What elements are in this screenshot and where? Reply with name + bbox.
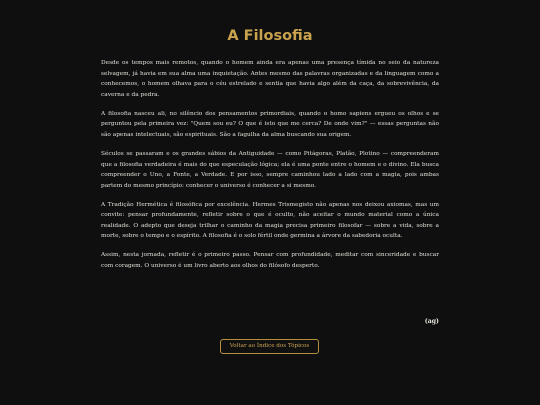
article-paragraph: Assim, nesta jornada, refletir é o primeiro passo. Pensar com profundidade, meditar com sinceridade e buscar com coragem. O universo é um livro aberto aos olhos do filósofo desperto. [101, 252, 439, 270]
article-paragraph: A filosofia nasceu ali, no silêncio dos pensamentos primordiais, quando o homo sapiens ergueu os olhos e se perguntou pela primeira vez: "Quem sou eu? O que é isto que me cerca? De onde vim?" — essas perguntas não são apenas intelectuais, são espirituais. São a fagulha da alma buscando sua origem. [101, 110, 439, 138]
article-paragraph: Séculos se passaram e os grandes sábios da Antiguidade — como Pitágoras, Platão, Plotino — compreenderam que a filosofia verdadeira é mais do que especulação lógica; ela é uma ponte entre o homem e o divino. Ela busca compreender o Uno, a Fonte, a Verdade. E por isso, sempre caminhou lado a lado com a magia, pois ambas partem do mesmo princípio: conhecer o universo é conhecer a si mesmo. [101, 150, 439, 189]
page-title: A Filosofia [227, 28, 313, 44]
article-paragraph: Desde os tempos mais remotos, quando o homem ainda era apenas uma presença tímida no seio da natureza selvagem, já havia em sua alma uma inquietação. Antes mesmo das palavras organizadas e da linguagem como a conhecemos, o homem olhava para o céu estrelado e sentia que havia algo além da caça, da sobrevivência, da caverna e da pedra. [101, 60, 439, 98]
article-paragraph: A Tradição Hermética é filosófica por excelência. Hermes Trismegisto não apenas nos deixou axiomas, mas um convite: pensar profundamente, refletir sobre o que é oculto, não aceitar o mundo material como a única realidade. O adepto que deseja trilhar o caminho da magia precisa primeiro filosofar — sobre a vida, sobre a morte, sobre o tempo e o espírito. A filosofia é o solo fértil onde germina a árvore da sabedoria oculta. [101, 201, 439, 240]
back-to-index-button[interactable]: Voltar ao Índice dos Tópicos [220, 339, 319, 354]
author-signature: (ag) [424, 318, 439, 325]
article-body [101, 58, 439, 280]
